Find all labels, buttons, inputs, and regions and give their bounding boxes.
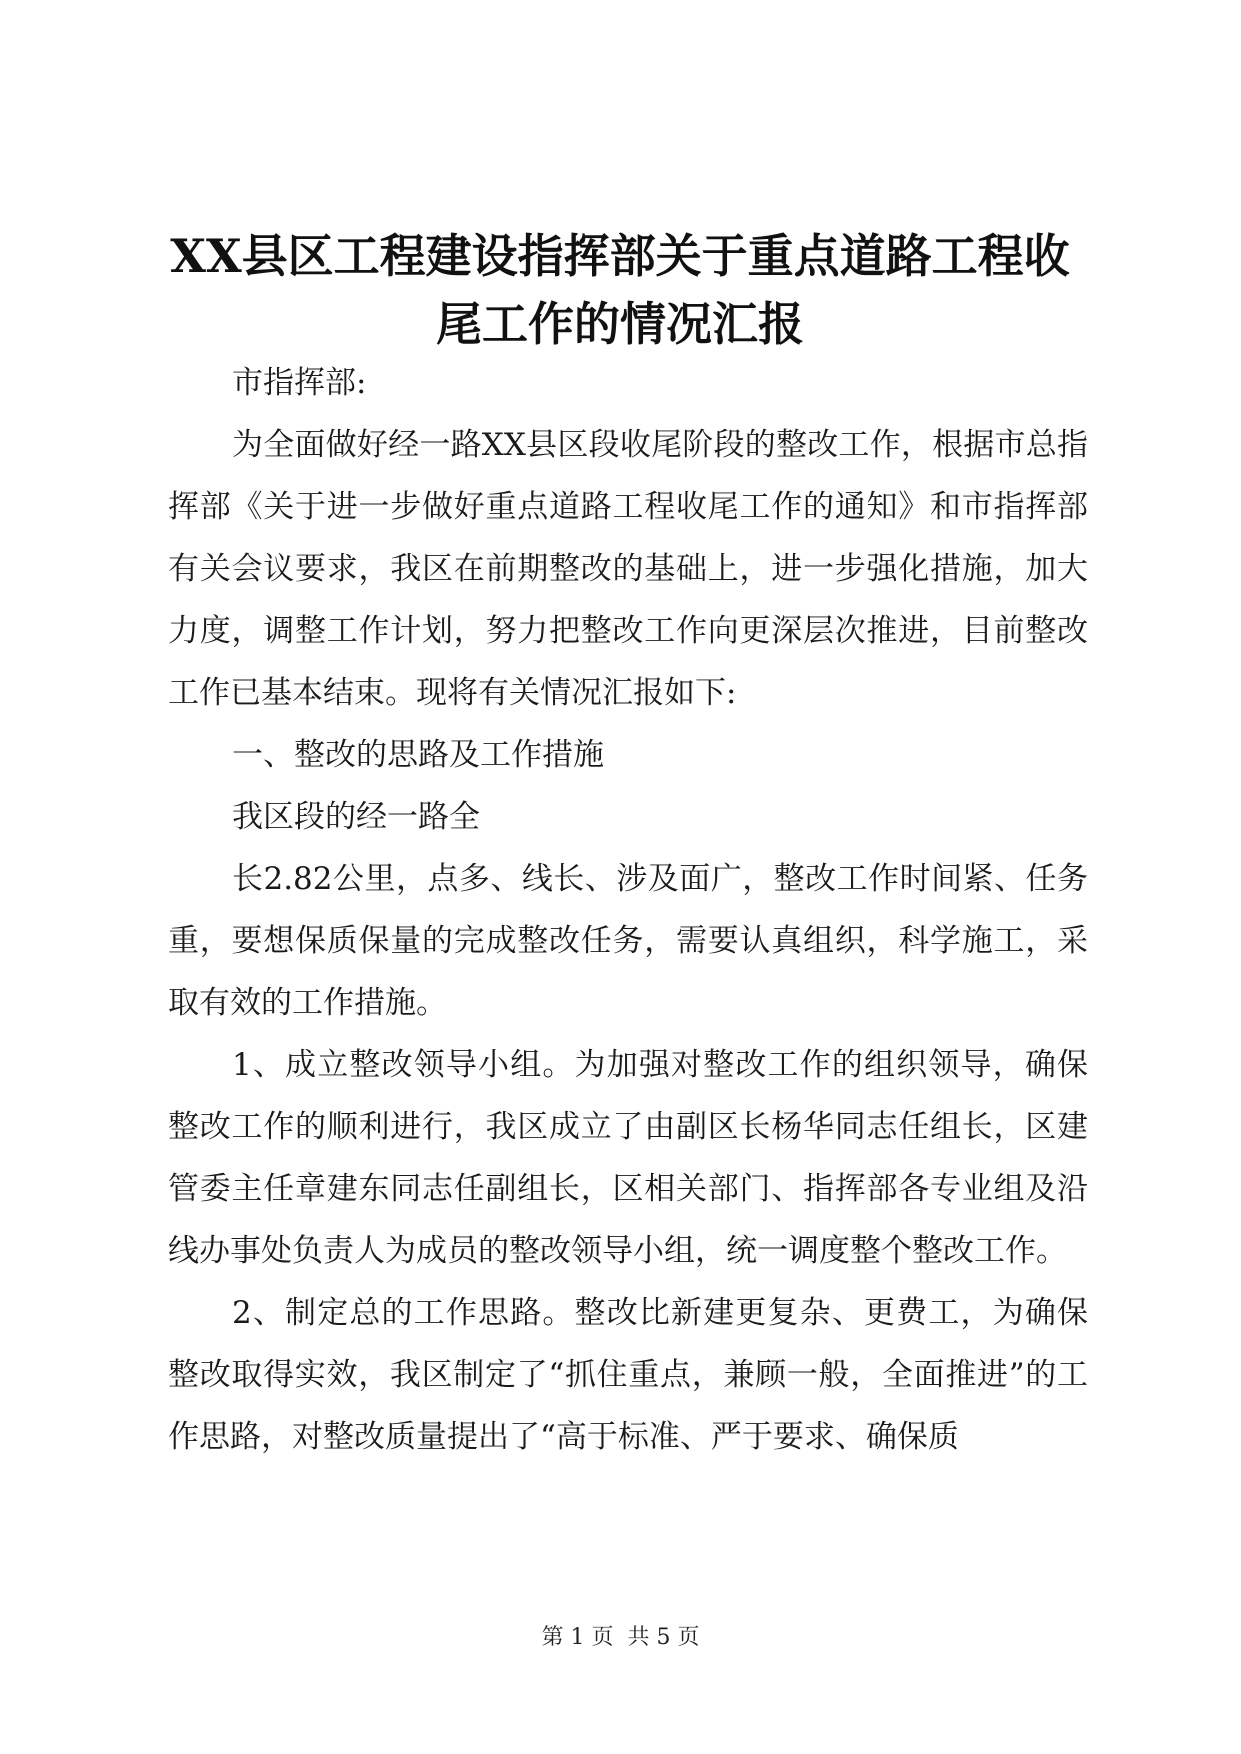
paragraph-intro: 为全面做好经一路XX县区段收尾阶段的整改工作，根据市总指挥部《关于进一步做好重点道路工程收尾工作的通知》和市指挥部有关会议要求，我区在前期整改的基础上，进一步强化措施，加大力度，调整工作计划，努力把整改工作向更深层次推进，目前整改工作已基本结束。现将有关情况汇报如下:	[168, 427, 1088, 711]
section-heading-1: 一、整改的思路及工作措施	[232, 737, 604, 773]
document-body	[168, 352, 1088, 1468]
title-line-2: 尾工作的情况汇报	[436, 297, 804, 351]
paragraph-route: 我区段的经一路全	[232, 799, 480, 835]
paragraph-item-1: 1、成立整改领导小组。为加强对整改工作的组织领导，确保整改工作的顺利进行，我区成立了由副区长杨华同志任组长，区建管委主任章建东同志任副组长，区相关部门、指挥部各专业组及沿线办事处负责人为成员的整改领导小组，统一调度整个整改工作。	[168, 1047, 1088, 1269]
title-line-1: XX县区工程建设指挥部关于重点道路工程收	[170, 229, 1070, 283]
paragraph-item-2: 2、制定总的工作思路。整改比新建更复杂、更费工，为确保整改取得实效，我区制定了“抓住重点，兼顾一般，全面推进”的工作思路，对整改质量提出了“高于标准、严于要求、确保质	[168, 1295, 1088, 1455]
document-title	[150, 222, 1090, 358]
page-footer: 第 1 页 共 5 页	[541, 1625, 700, 1650]
paragraph-length: 长2.82公里，点多、线长、涉及面广，整改工作时间紧、任务重，要想保质保量的完成整改任务，需要认真组织，科学施工，采取有效的工作措施。	[168, 861, 1088, 1021]
salutation: 市指挥部:	[232, 365, 367, 401]
